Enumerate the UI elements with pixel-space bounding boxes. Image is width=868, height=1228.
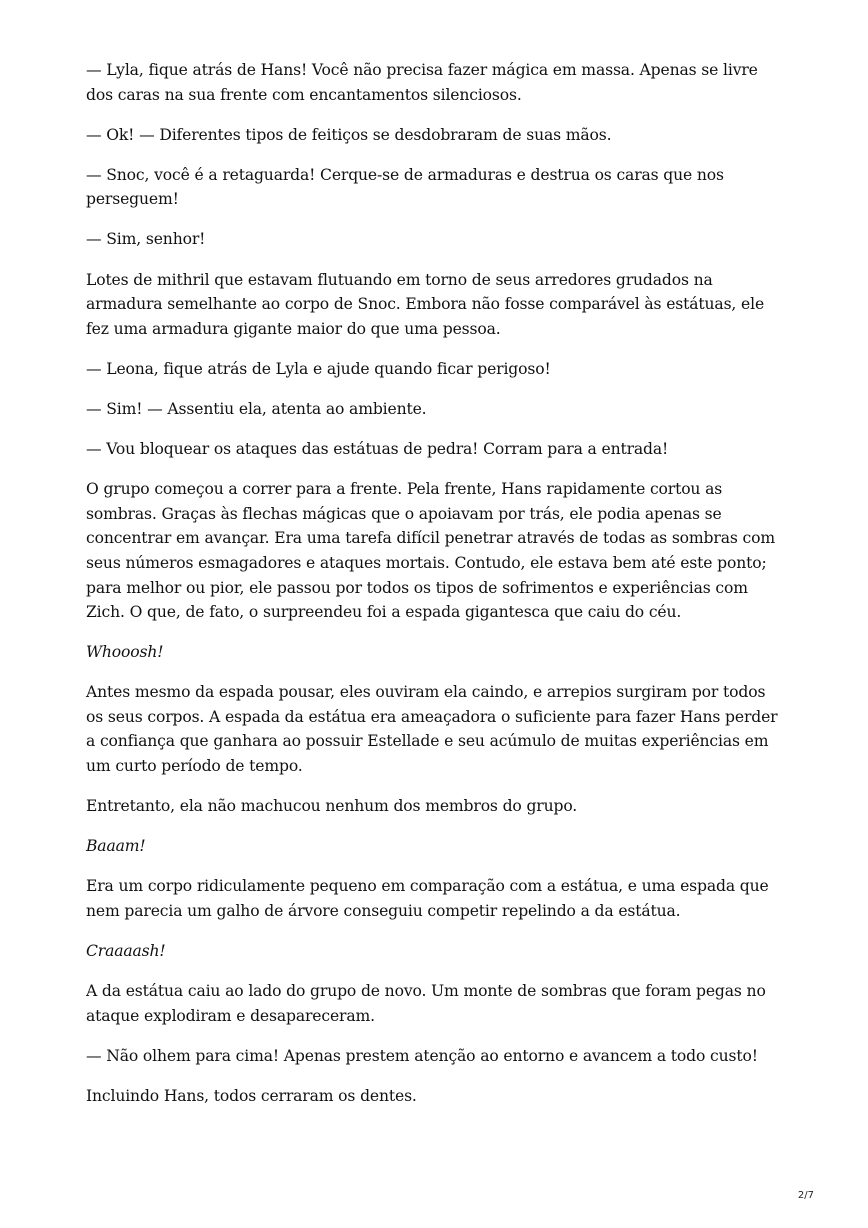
paragraph-clenched-teeth: Incluindo Hans, todos cerraram os dentes. (86, 1086, 417, 1105)
paragraph-lyla-order: — Lyla, fique atrás de Hans! Você não precisa fazer mágica em massa. Apenas se livre dos caras na sua frente com encantamentos silenciosos. (86, 61, 758, 104)
paragraph-sword-falling: Antes mesmo da espada pousar, eles ouviram ela caindo, e arrepios surgiram por todos os seus corpos. A espada da estátua era ameaçadora o suficiente para fazer Hans perder a confiança que ganhara ao possuir Estellade e seu acúmulo de muitas experiências em um curto período de tempo. (86, 683, 778, 776)
sound-effect-baaam: Baaam! (86, 837, 146, 856)
document-page (86, 58, 784, 1124)
paragraph-dont-look-up: — Não olhem para cima! Apenas prestem atenção ao entorno e avancem a todo custo! (86, 1046, 758, 1065)
paragraph-mithril-armor: Lotes de mithril que estavam flutuando em torno de seus arredores grudados na armadura semelhante ao corpo de Snoc. Embora não fosse comparável às estátuas, ele fez uma armadura gigante maior do que uma pessoa. (86, 270, 765, 338)
paragraph-small-body: Era um corpo ridiculamente pequeno em comparação com a estátua, e uma espada que nem parecia um galho de árvore conseguiu competir repelindo a da estátua. (86, 877, 769, 920)
paragraph-statue-sword-falls: A da estátua caiu ao lado do grupo de novo. Um monte de sombras que foram pegas no ataque explodiram e desapareceram. (86, 982, 766, 1025)
page-number: 2/7 (797, 1190, 814, 1201)
paragraph-snoc-order: — Snoc, você é a retaguarda! Cerque-se de armaduras e destrua os caras que nos perseguem! (86, 165, 724, 209)
paragraph-leona-order: — Leona, fique atrás de Lyla e ajude quando ficar perigoso! (86, 359, 551, 378)
paragraph-ok-spells: — Ok! — Diferentes tipos de feitiços se desdobraram de suas mãos. (86, 125, 612, 144)
paragraph-no-one-hurt: Entretanto, ela não machucou nenhum dos membros do grupo. (86, 797, 578, 816)
paragraph-sim-senhor: — Sim, senhor! (86, 230, 206, 249)
paragraph-leona-reply: — Sim! — Assentiu ela, atenta ao ambiente. (86, 399, 427, 418)
sound-effect-craaaash: Craaaash! (86, 942, 166, 961)
paragraph-block-statues: — Vou bloquear os ataques das estátuas de pedra! Corram para a entrada! (86, 440, 669, 459)
sound-effect-whooosh: Whooosh! (86, 643, 164, 662)
paragraph-group-runs: O grupo começou a correr para a frente. Pela frente, Hans rapidamente cortou as sombras. Graças às flechas mágicas que o apoiavam por trás, ele podia apenas se concentrar em avançar. Era uma tarefa difícil penetrar através de todas as sombras com seus números esmagadores e ataques mortais. Contudo, ele estava bem até este ponto; para melhor ou pior, ele passou por todos os tipos de sofrimentos e experiências com Zich. O que, de fato, o surpreendeu foi a espada gigantesca que caiu do céu. (86, 480, 775, 622)
